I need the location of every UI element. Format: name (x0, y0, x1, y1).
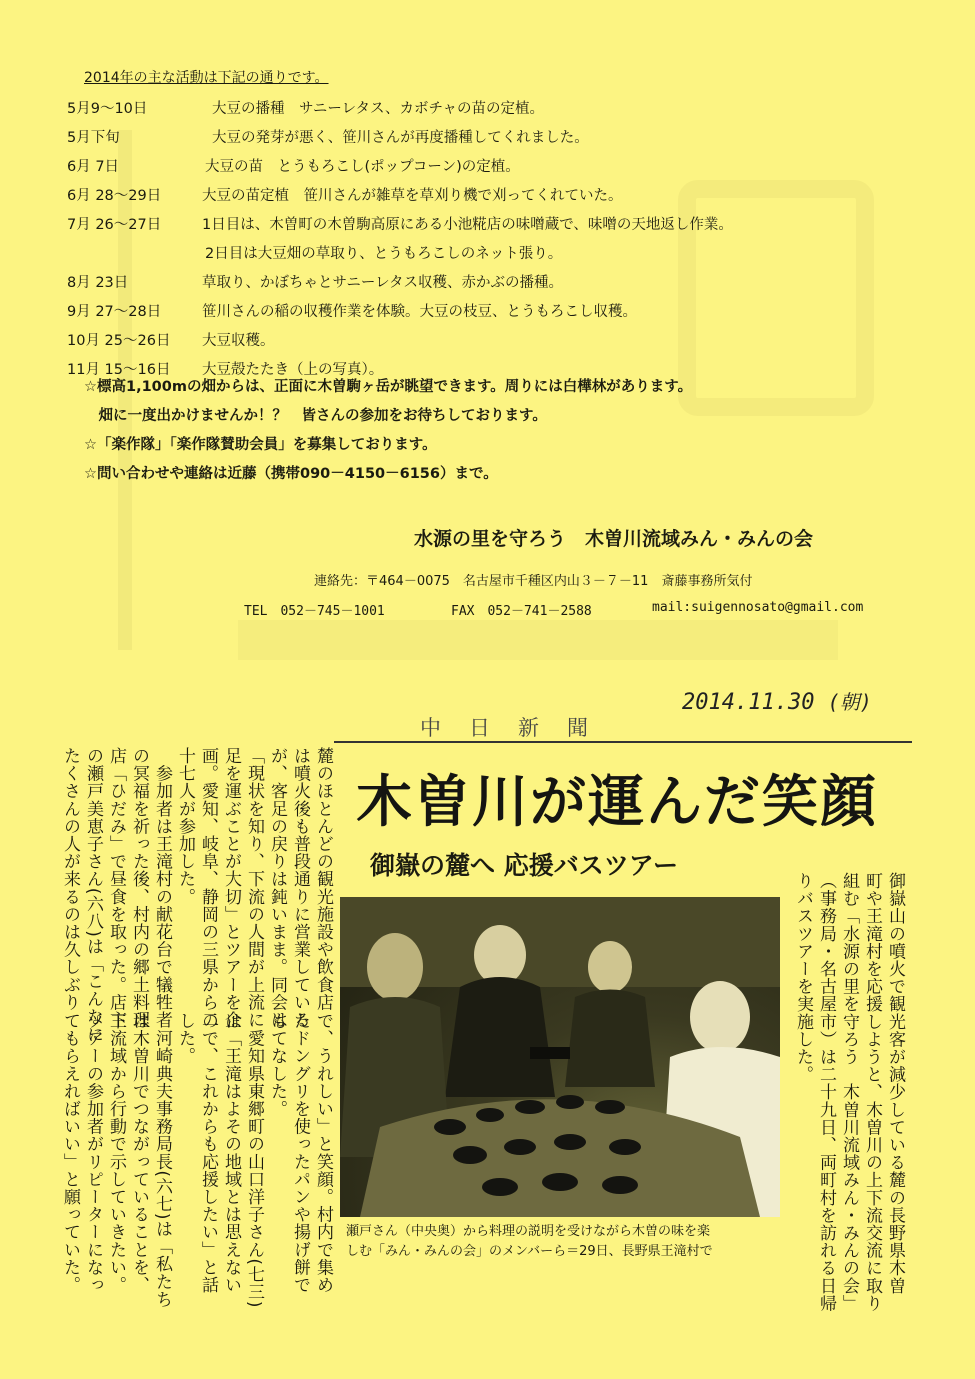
article-text-line: たドングリを使ったパンや揚げ餅で (290, 1012, 310, 1294)
article-text-line: ツアーの参加者がリピーターになっ (83, 1012, 103, 1294)
activity-date: 9月 27～28日 (67, 304, 162, 320)
activities-heading: 2014年の主な活動は下記の通りです。 (84, 70, 329, 86)
article-text-line: 町や王滝村を応援しようと、木曽川の上下流交流に取り (862, 872, 882, 1312)
activity-description: 大豆の苗定植 笹川さんが雑草を草刈り機で刈ってくれていた。 (202, 188, 623, 204)
article-text-line: もてなした。 (267, 1012, 287, 1118)
note-contact: ☆問い合わせや連絡は近藤（携帯090－4150－6156）まで。 (84, 466, 498, 482)
photo-illustration (340, 897, 780, 1217)
article-text-line: 組む「水源の里を守ろう 木曽川流域みん・みんの会」 (839, 872, 859, 1312)
article-text-line: 麓のほとんどの観光施設や飲食店 (313, 747, 333, 1011)
address-block (314, 570, 752, 589)
article-text-line: 御嶽山の噴火で観光客が減少している麓の長野県木曽 (885, 872, 905, 1295)
note-recruitment: ☆「楽作隊」「楽作隊賛助会員」を募集しております。 (84, 437, 437, 453)
activity-description: 1日目は、木曽町の木曽駒高原にある小池糀店の味噌蔵で、味噌の天地返し作業。 (202, 217, 733, 233)
edition-mark: (朝) (827, 690, 872, 714)
newspaper-masthead: 中日新聞 (420, 716, 616, 740)
activity-date: 5月下旬 (67, 130, 120, 146)
article-text-line: 参加者は王滝村の献花台で犠牲者 (152, 747, 172, 1029)
fax-number: FAX 052－741－2588 (451, 604, 592, 619)
article-text-line: 十七人が参加した。 (175, 747, 195, 906)
article-text-line: 足を運ぶことが大切」とツアーを企 (221, 747, 241, 1029)
activity-date: 10月 25～26日 (67, 333, 171, 349)
article-text-line: てもらえればいい」と願っていた。 (60, 1012, 80, 1294)
activity-description: 大豆の発芽が悪く、笹川さんが再度播種してくれました。 (212, 130, 589, 146)
activity-description: 大豆殻たたき（上の写真）。 (202, 362, 384, 378)
article-text-line: で、うれしい」と笑顔。村内で集め (313, 1012, 333, 1294)
article-text-line: 河崎典夫事務局長(六七)は「私たち (152, 1012, 172, 1309)
activity-description: 笹川さんの稲の収穫作業を体験。大豆の枝豆、とうもろこし収穫。 (202, 304, 637, 320)
activity-description: 草取り、かぼちゃとサニーレタス収穫、赤かぶの播種。 (202, 275, 564, 291)
activity-date: 6月 28～29日 (67, 188, 162, 204)
handwritten-date: 2014.11.30 (朝) (682, 690, 872, 715)
email-address: mail:suigennosato@gmail.com (652, 600, 864, 615)
article-text-line: が、客足の戻りは鈍いまま。同会は (267, 747, 287, 1029)
article-text-line: の瀬戸美恵子さん(六八)は「こんなに (83, 747, 103, 1044)
article-text-line: は「王滝はよその地域とは思えない (221, 1012, 241, 1294)
article-text-line: の冥福を祈った後、村内の郷土料理 (129, 747, 149, 1029)
organization-name: 水源の里を守ろう 木曽川流域みん・みんの会 (414, 528, 814, 550)
activity-date: 5月9～10日 (67, 101, 148, 117)
article-text-line: ので、これからも応援したい」と話 (198, 1012, 218, 1294)
article-text-line: 下流域から行動で示していきたい。 (106, 1012, 126, 1294)
tel-number: TEL 052－745－1001 (244, 604, 385, 619)
article-text-line: （事務局・名古屋市）は二十九日、両町村を訪れる日帰 (816, 872, 836, 1312)
article-text-line: 「現状を知り、下流の人間が上流に (244, 747, 264, 1029)
address-label: 連絡先： (314, 574, 367, 589)
article-body-left (34, 747, 334, 1044)
article-text-line: 店「ひだみ」で昼食を取った。店主 (106, 747, 126, 1029)
article-text-line: は噴火後も普段通りに営業している (290, 747, 310, 1029)
article-text-line: りバスツアーを実施した。 (793, 872, 813, 1084)
activity-description: 大豆収穫。 (202, 333, 275, 349)
note-invitation: 畑に一度出かけませんか！？ 皆さんの参加をお待ちしております。 (84, 408, 547, 424)
article-body-middle (34, 1012, 334, 1309)
activity-description: 2日目は大豆畑の草取り、とうもろこしのネット張り。 (205, 246, 563, 262)
address-text: 〒464－0075 名古屋市千種区内山３－７－11 斎藤事務所気付 (366, 574, 753, 589)
activity-date: 7月 26～27日 (67, 217, 162, 233)
article-subheadline: 御嶽の麓へ 応援バスツアー (370, 851, 678, 880)
activity-date: 6月 7日 (67, 159, 120, 175)
masthead-rule (334, 741, 912, 743)
activity-date: 8月 23日 (67, 275, 129, 291)
activity-date: 11月 15～16日 (67, 362, 171, 378)
article-text-line: は木曽川でつながっていることを、 (129, 1012, 149, 1294)
article-text-line: 画。愛知、岐阜、静岡の三県から二 (198, 747, 218, 1029)
article-text-line: 愛知県東郷町の山口洋子さん(七三) (244, 1012, 264, 1309)
activity-description: 大豆の播種 サニーレタス、カボチャの苗の定植。 (212, 101, 545, 117)
article-text-line: した。 (175, 1012, 195, 1065)
photo-caption: 瀬戸さん（中央奥）から料理の説明を受けながら木曽の味を楽 しむ「みん・みんの会」のメンバーら＝29日、長野県王滝村で (346, 1224, 713, 1259)
activity-description: 大豆の苗 とうもろこし(ポップコーン)の定植。 (205, 159, 520, 175)
article-body-right (791, 872, 906, 1312)
article-text-line: たくさんの人が来るのは久しぶり (60, 747, 80, 1011)
article-headline: 木曽川が運んだ笑顔 (356, 769, 878, 835)
note-altitude: ☆標高1,100mの畑からは、正面に木曽駒ヶ岳が眺望できます。周りには白樺林があります。 (84, 379, 693, 395)
article-photo (340, 897, 780, 1217)
